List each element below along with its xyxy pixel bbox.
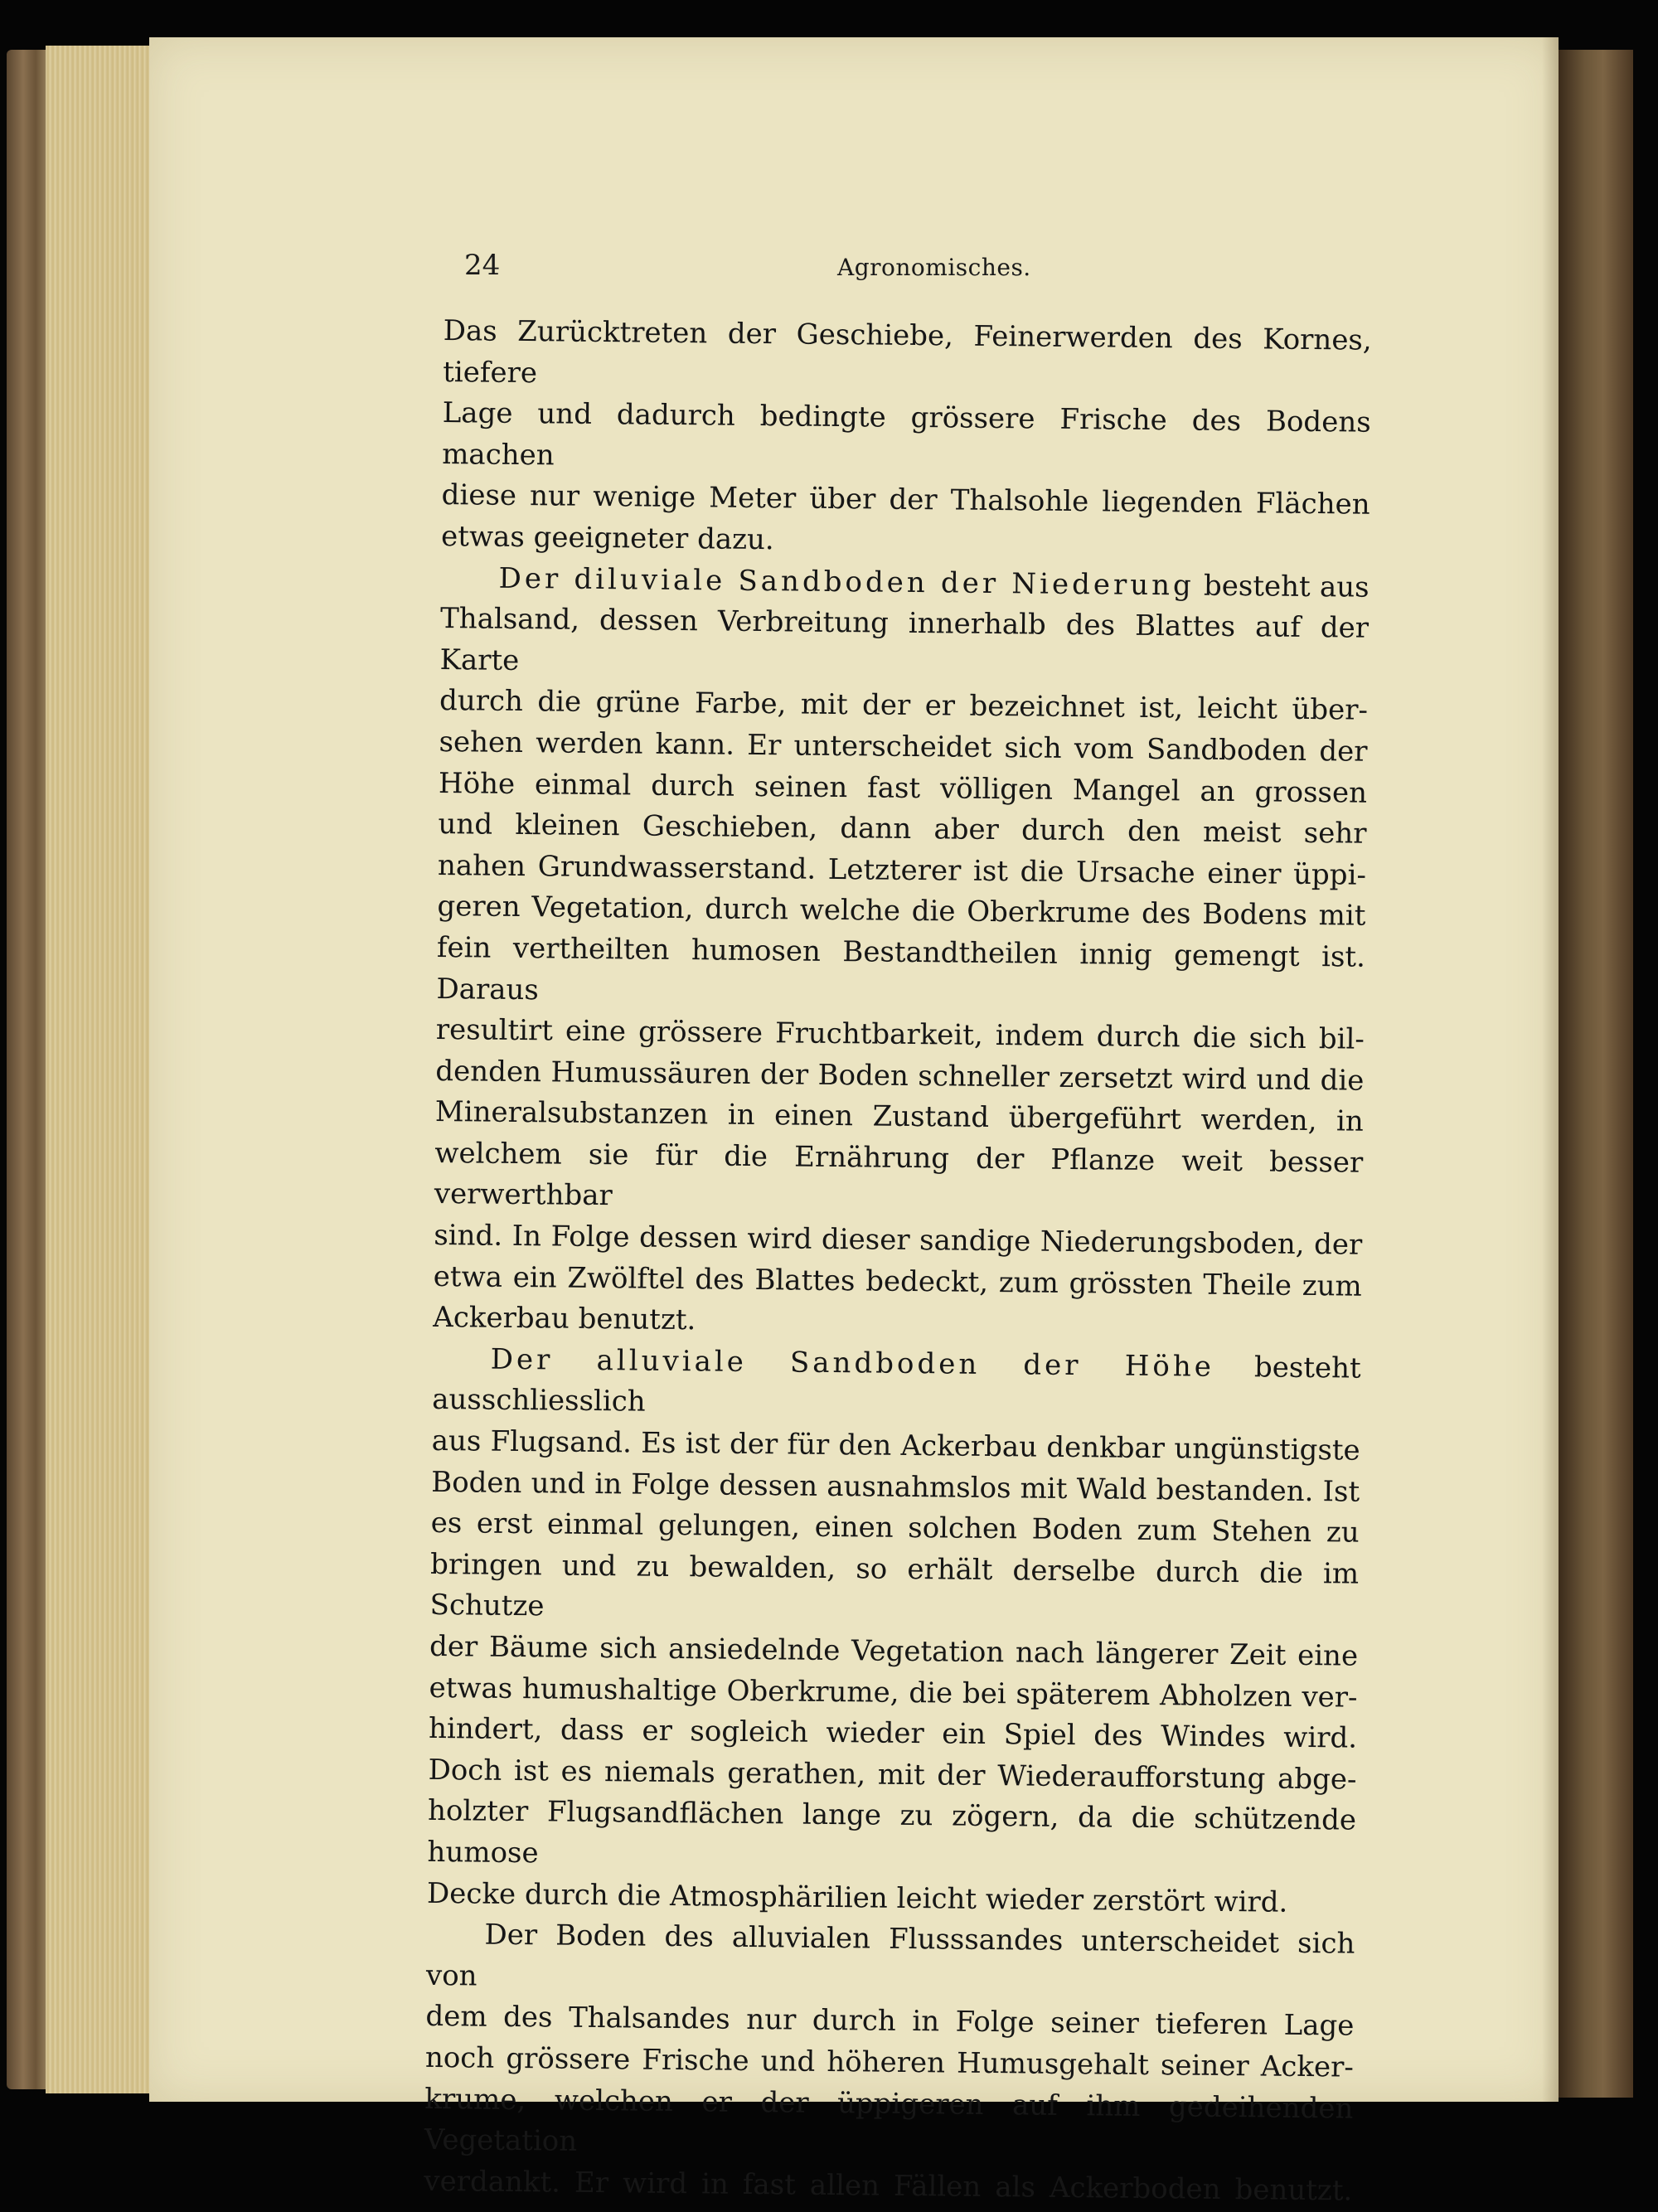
text-line: resultirt eine grössere Fruchtbarkeit, indem durch die sich bil- (435, 1013, 1365, 1056)
text-line: krume, welchen er der üppigeren auf ihm gedeihenden Vegetation (424, 2082, 1354, 2158)
text-line: diese nur wenige Meter über der Thalsohle liegenden Flächen (441, 478, 1370, 522)
text-line: nahen Grundwasserstand. Letzterer ist die Ursache einer üppi- (437, 848, 1367, 892)
text-fragment: besteht aus (1194, 569, 1370, 604)
text-line: Der Boden des alluvialen Flusssandes unterscheidet sich von (425, 1918, 1355, 1993)
text-line: Das Zurücktreten der Geschiebe, Feinerwerden des Kornes, tiefere (443, 313, 1372, 390)
body-text (424, 311, 1372, 2212)
text-line: etwas geeigneter dazu. (440, 519, 774, 557)
text-line: Mineralsubstanzen in einen Zustand übergeführt werden, in (434, 1095, 1365, 1138)
text-fragment: besteht ausschliesslich (432, 1350, 1361, 1419)
text-line: sind. In Folge dessen wird dieser sandige Niederungsboden, der (434, 1219, 1363, 1262)
spaced-heading-phrase: Der alluviale Sandboden der Höhe (490, 1342, 1215, 1384)
text-line: geren Vegetation, durch welche die Oberkrume des Bodens mit (437, 890, 1366, 934)
text-line: aus Flugsand. Es ist der für den Ackerbau denkbar ungünstigste (431, 1424, 1360, 1467)
running-head: Agronomisches. (837, 254, 1031, 281)
book-cover-right-edge (1559, 50, 1633, 2098)
text-line: Boden und in Folge dessen ausnahmslos mit Wald bestanden. Ist (430, 1465, 1360, 1509)
page-header (464, 249, 1031, 290)
spaced-heading-phrase: Der diluviale Sandboden der Niederung (498, 561, 1195, 603)
text-line: es erst einmal gelungen, einen solchen Boden zum Stehen zu (430, 1506, 1360, 1550)
page-stack-edge (46, 46, 153, 2093)
text-line: holzter Flugsandflächen lange zu zögern, da die schützende humose (427, 1794, 1357, 1870)
text-line: fein vertheilten humosen Bestandtheilen innig gemengt ist. Daraus (436, 930, 1366, 1007)
text-line: Thalsand, dessen Verbreitung innerhalb des Blattes auf der Karte (439, 602, 1370, 677)
text-line: etwas humushaltige Oberkrume, die bei späterem Abholzen ver- (429, 1671, 1358, 1715)
text-line: bringen und zu bewalden, so erhält derselbe durch die im Schutze (429, 1547, 1360, 1623)
text-line: etwa ein Zwölftel des Blattes bedeckt, zum grössten Theile zum (433, 1259, 1362, 1303)
text-line: Ackerbau benutzt. (433, 1301, 696, 1337)
text-line: hindert, dass er sogleich wieder ein Spiel des Windes wird. (428, 1712, 1358, 1755)
text-line: durch die grüne Farbe, mit der er bezeichnet ist, leicht über- (439, 684, 1369, 728)
text-line: noch grössere Frische und höheren Humusgehalt seiner Acker- (424, 2040, 1355, 2084)
text-line: Decke durch die Atmosphärilien leicht wieder zerstört wird. (426, 1876, 1288, 1919)
text-line: Doch ist es niemals gerathen, mit der Wiederaufforstung abge- (428, 1753, 1357, 1797)
text-line: verdankt. Er wird in fast allen Fällen als Ackerboden benutzt. (424, 2164, 1353, 2208)
text-line: welchem sie für die Ernährung der Pflanze weit besser verwerthbar (434, 1136, 1364, 1213)
text-line: sehen werden kann. Er unterscheidet sich vom Sandboden der (439, 725, 1368, 769)
book-spine-edge (7, 50, 48, 2089)
text-line: denden Humussäuren der Boden schneller zersetzt wird und die (435, 1054, 1365, 1098)
page-number: 24 (464, 249, 501, 282)
text-line: und kleinen Geschieben, dann aber durch den meist sehr (438, 808, 1367, 851)
text-line (432, 1339, 1361, 1431)
text-line: Lage und dadurch bedingte grössere Frische des Bodens machen (441, 396, 1371, 473)
page-gutter-shadow (1542, 37, 1559, 2102)
text-line: dem des Thalsandes nur durch in Folge seiner tieferen Lage (425, 2000, 1355, 2043)
text-line: Höhe einmal durch seinen fast völligen Mangel an grossen (438, 766, 1368, 810)
text-line: der Bäume sich ansiedelnde Vegetation nach längerer Zeit eine (429, 1629, 1359, 1673)
